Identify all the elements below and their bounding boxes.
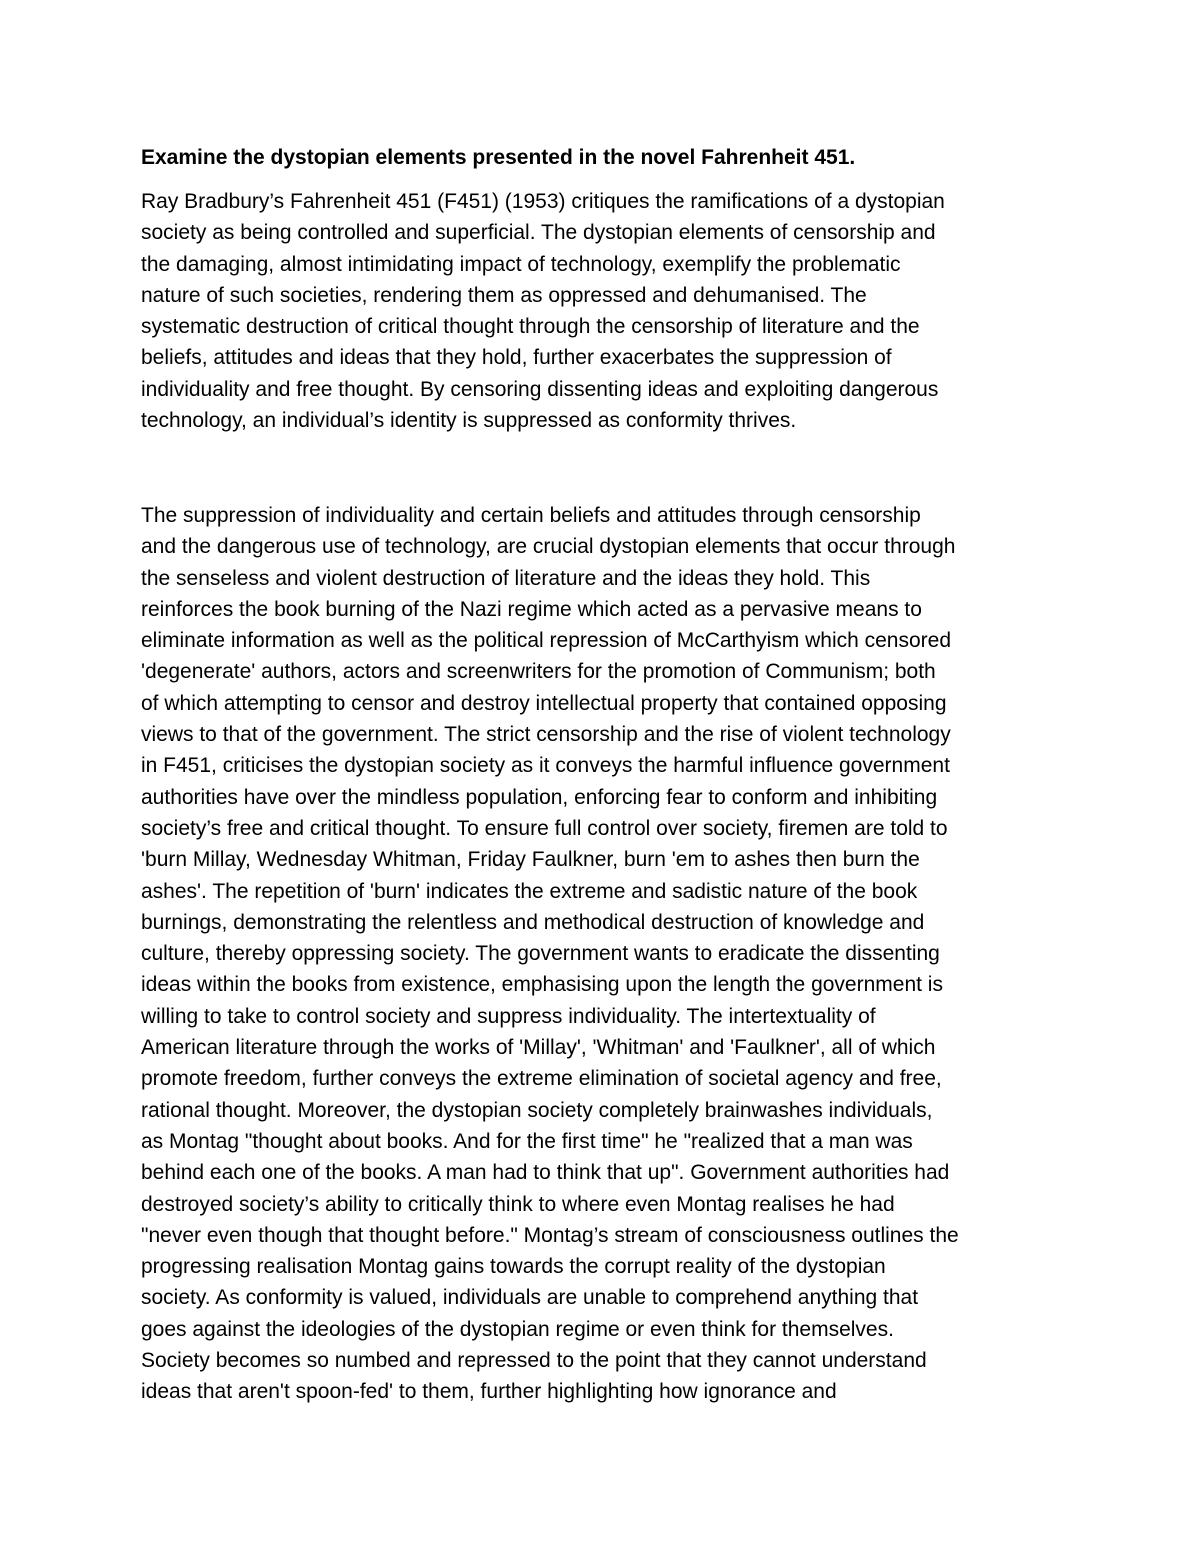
text-line: willing to take to control society and suppress individuality. The intertextuality of bbox=[141, 1004, 876, 1028]
text-line: goes against the ideologies of the dystopian regime or even think for themselves. bbox=[141, 1317, 894, 1341]
text-line: rational thought. Moreover, the dystopian society completely brainwashes individuals, bbox=[141, 1098, 933, 1122]
text-line: in F451, criticises the dystopian society as it conveys the harmful influence government bbox=[141, 754, 950, 778]
text-line: eliminate information as well as the political repression of McCarthyism which censored bbox=[141, 629, 952, 653]
intro-paragraph bbox=[141, 186, 945, 436]
text-line: promote freedom, further conveys the extreme elimination of societal agency and free, bbox=[141, 1067, 942, 1091]
body-paragraph bbox=[141, 500, 959, 1408]
text-line: the senseless and violent destruction of literature and the ideas they hold. This bbox=[141, 566, 871, 590]
text-line: behind each one of the books. A man had to think that up". Government authorities had bbox=[141, 1161, 950, 1185]
text-line: ideas that aren't spoon-fed' to them, further highlighting how ignorance and bbox=[141, 1380, 837, 1404]
text-line: 'degenerate' authors, actors and screenwriters for the promotion of Communism; both bbox=[141, 660, 936, 684]
text-line: progressing realisation Montag gains towards the corrupt reality of the dystopian bbox=[141, 1255, 886, 1279]
text-line: 'burn Millay, Wednesday Whitman, Friday Faulkner, burn 'em to ashes then burn the bbox=[141, 848, 920, 872]
text-line: burnings, demonstrating the relentless and methodical destruction of knowledge and bbox=[141, 910, 925, 934]
text-line: culture, thereby oppressing society. The government wants to eradicate the dissenting bbox=[141, 942, 940, 966]
text-line: individuality and free thought. By censoring dissenting ideas and exploiting dangerous bbox=[141, 377, 939, 401]
text-line: and the dangerous use of technology, are crucial dystopian elements that occur through bbox=[141, 535, 956, 559]
document-title: Examine the dystopian elements presented in the novel Fahrenheit 451. bbox=[141, 146, 856, 169]
text-line: the damaging, almost intimidating impact of technology, exemplify the problematic bbox=[141, 252, 901, 276]
text-line: of which attempting to censor and destroy intellectual property that contained opposing bbox=[141, 691, 947, 715]
text-line: society. As conformity is valued, individuals are unable to comprehend anything that bbox=[141, 1286, 919, 1310]
text-line: ashes'. The repetition of 'burn' indicates the extreme and sadistic nature of the book bbox=[141, 879, 918, 903]
text-line: as Montag "thought about books. And for the first time" he "realized that a man was bbox=[141, 1129, 913, 1153]
text-line: American literature through the works of 'Millay', 'Whitman' and 'Faulkner', all of which bbox=[141, 1036, 936, 1060]
text-line: ideas within the books from existence, emphasising upon the length the government is bbox=[141, 973, 943, 997]
text-line: destroyed society’s ability to critically think to where even Montag realises he had bbox=[141, 1192, 895, 1216]
text-line: Ray Bradbury’s Fahrenheit 451 (F451) (1953) critiques the ramifications of a dystopian bbox=[141, 190, 945, 213]
text-line: The suppression of individuality and certain beliefs and attitudes through censorship bbox=[141, 504, 921, 527]
text-line: society as being controlled and superficial. The dystopian elements of censorship and bbox=[141, 221, 936, 245]
text-line: "never even though that thought before." Montag’s stream of consciousness outlines the bbox=[141, 1223, 959, 1247]
text-line: technology, an individual’s identity is suppressed as conformity thrives. bbox=[141, 409, 797, 433]
text-line: reinforces the book burning of the Nazi regime which acted as a pervasive means to bbox=[141, 597, 922, 621]
text-line: views to that of the government. The strict censorship and the rise of violent technology bbox=[141, 723, 951, 747]
text-line: nature of such societies, rendering them as oppressed and dehumanised. The bbox=[141, 283, 867, 307]
text-line: society’s free and critical thought. To ensure full control over society, firemen are told to bbox=[141, 816, 948, 840]
text-line: systematic destruction of critical thought through the censorship of literature and the bbox=[141, 315, 920, 339]
text-line: Society becomes so numbed and repressed to the point that they cannot understand bbox=[141, 1349, 927, 1373]
text-line: authorities have over the mindless population, enforcing fear to conform and inhibiting bbox=[141, 785, 938, 809]
text-line: beliefs, attitudes and ideas that they hold, further exacerbates the suppression of bbox=[141, 346, 892, 370]
